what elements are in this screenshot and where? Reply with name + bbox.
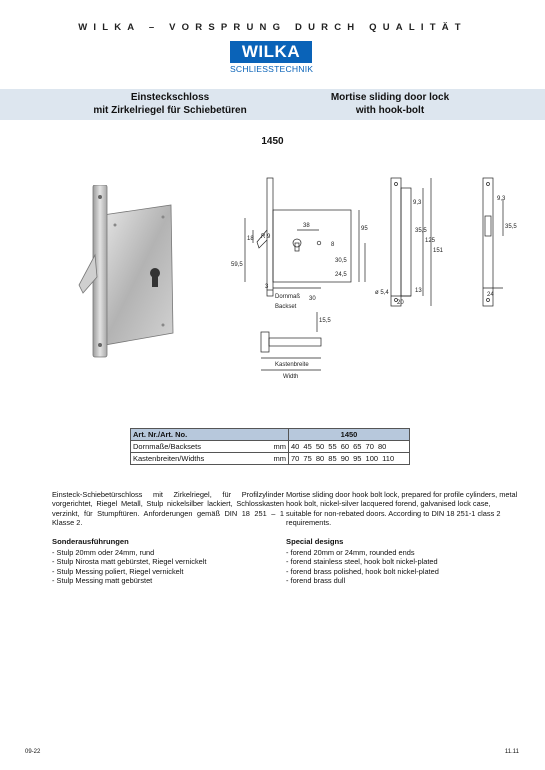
list-item: - Stulp 20mm oder 24mm, rund — [52, 548, 155, 558]
title-german-line2: mit Zirkelriegel für Schiebetüren — [93, 104, 247, 116]
product-photo — [75, 185, 175, 365]
list-item: - forend brass polished, hook bolt nickel-plated — [286, 566, 439, 576]
description-english-body: Mortise sliding door hook bolt lock, prepared for profile cylinders, metal hook bolt, nickel-silver lacquered forend, galvanised lock case, suitable for non-rebated doors. According to DIN 18 251-1 class 2 requirements. — [286, 490, 518, 528]
special-designs-english-list — [286, 548, 518, 586]
dim-13: 13 — [415, 288, 422, 294]
dim-radius: R 9 — [261, 234, 271, 240]
header-art-no: Art. Nr./Art. No. — [131, 429, 289, 441]
dim-9-3-a: 9,3 — [413, 200, 422, 206]
dim-24: 24 — [487, 292, 494, 298]
logo-wordmark: WILKA — [230, 41, 312, 63]
footer-date: 11.11 — [504, 749, 519, 755]
title-german — [60, 92, 280, 117]
spec-table-header — [131, 429, 410, 441]
description-german — [52, 490, 284, 586]
label-dornmass: Dornmaß — [275, 294, 301, 300]
title-english-line2: with hook-bolt — [355, 104, 425, 116]
dim-9-3-b: 9,3 — [497, 196, 506, 202]
footer-page-code: 09-22 — [25, 749, 41, 755]
dim-95: 95 — [361, 226, 368, 232]
special-designs-english-title: Special designs — [286, 536, 344, 546]
list-item: - forend brass dull — [286, 576, 346, 586]
list-item: - Stulp Nirosta matt gebürstet, Riegel vernickelt — [52, 557, 207, 567]
wilka-logo — [230, 41, 312, 74]
row-values: 40 45 50 55 60 65 70 80 — [289, 441, 410, 453]
label-width: Width — [283, 374, 299, 380]
dim-59-5: 59,5 — [231, 262, 243, 268]
label-kastenbreite: Kastenbreite — [275, 362, 309, 368]
special-designs-german-title: Sonderausführungen — [52, 536, 129, 546]
special-designs-german-list — [52, 548, 284, 586]
spec-table — [130, 428, 410, 465]
dim-20: 20 — [397, 300, 404, 306]
list-item: - forend stainless steel, hook bolt nickel-plated — [286, 557, 438, 567]
dim-35-5-a: 35,5 — [415, 228, 427, 234]
dim-125: 125 — [425, 238, 436, 244]
row-unit: mm — [271, 453, 289, 465]
row-label: Dornmaße/Backsets — [131, 441, 271, 453]
header-model: 1450 — [289, 429, 410, 441]
dim-24-5: 24,5 — [335, 272, 347, 278]
table-row — [131, 441, 410, 453]
dim-151: 151 — [433, 248, 444, 254]
table-row — [131, 453, 410, 465]
dim-35-5-b: 35,5 — [505, 224, 517, 230]
label-backset: Backset — [275, 304, 297, 310]
description-english — [286, 490, 518, 586]
dim-backset-value: 30 — [309, 296, 316, 302]
dim-3: 3 — [265, 284, 269, 290]
dim-18: 18 — [247, 236, 254, 242]
description-german-body: Einsteck-Schiebetürschloss mit Zirkelriegel, für Profilzylinder vorgerichtet, Riegel Metall, Stulp nickelsilber lackiert, Schlosskasten verzinkt, für Stumpftüren. Anforderungen gemäß DIN 18 251 – 1 Klasse 2. — [52, 490, 284, 528]
row-unit: mm — [271, 441, 289, 453]
list-item: - forend 20mm or 24mm, rounded ends — [286, 548, 415, 558]
row-label: Kastenbreiten/Widths — [131, 453, 271, 465]
model-number: 1450 — [261, 136, 284, 147]
title-band — [0, 89, 545, 120]
company-tagline: WILKA – VORSPRUNG DURCH QUALITÄT — [78, 22, 467, 33]
dim-30-5: 30,5 — [335, 258, 347, 264]
logo-subtitle: SCHLIESSTECHNIK — [230, 64, 314, 74]
technical-drawings — [225, 170, 525, 380]
title-english-line1: Mortise sliding door lock — [330, 92, 450, 103]
list-item: - Stulp Messing matt gebürstet — [52, 576, 153, 586]
title-german-line1: Einsteckschloss — [130, 92, 210, 103]
dim-8: 8 — [331, 242, 335, 248]
list-item: - Stulp Messing poliert, Riegel vernickelt — [52, 566, 184, 576]
dim-5-4: ø 5,4 — [375, 290, 389, 296]
dim-38: 38 — [303, 223, 310, 229]
title-english — [290, 92, 490, 117]
dim-15-5: 15,5 — [319, 318, 331, 324]
row-values: 70 75 80 85 90 95 100 110 — [289, 453, 410, 465]
